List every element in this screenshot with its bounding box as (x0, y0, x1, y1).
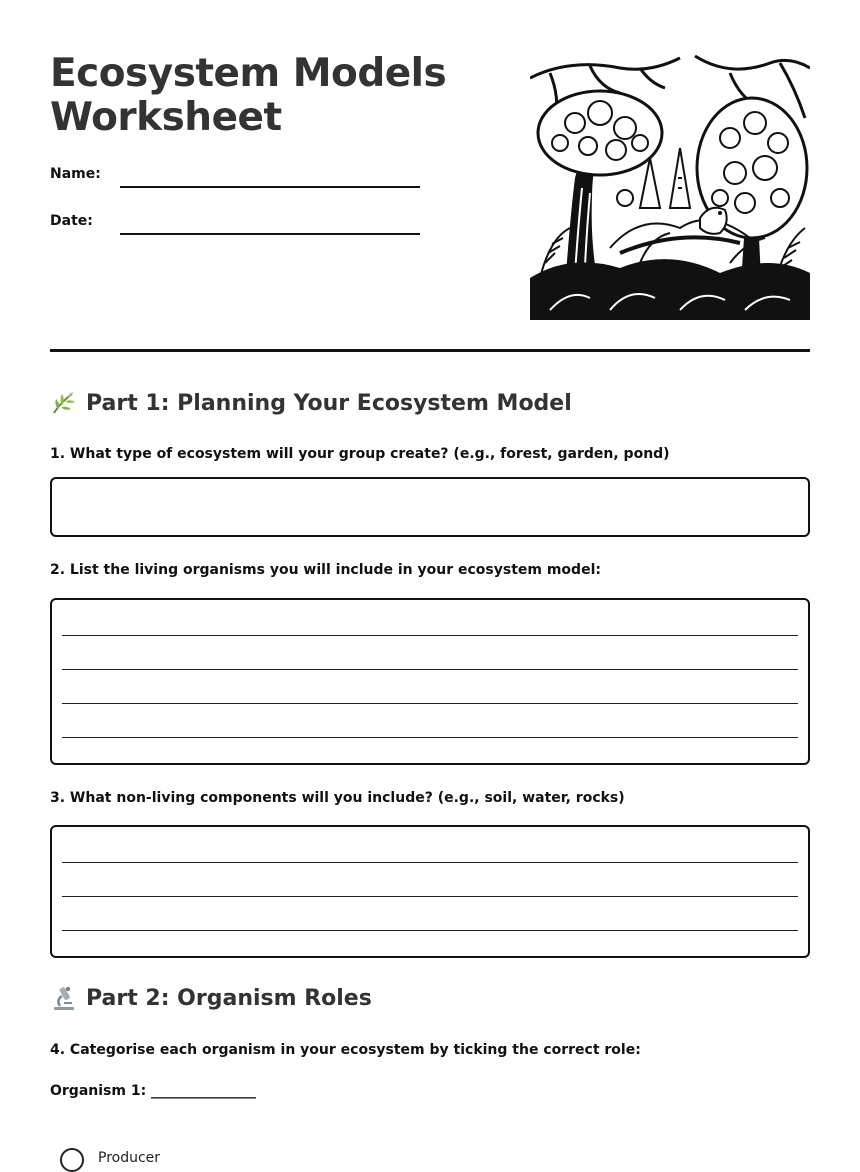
part1-title: Part 1: Planning Your Ecosystem Model (86, 390, 572, 416)
date-label: Date: (50, 213, 93, 229)
microscope-icon (50, 984, 78, 1012)
answer-line (62, 930, 798, 931)
name-label: Name: (50, 166, 101, 182)
answer-line (62, 896, 798, 897)
question-1: 1. What type of ecosystem will your group create? (e.g., forest, garden, pond) (50, 446, 670, 462)
answer-line (62, 703, 798, 704)
organism-1-label: Organism 1: _______________ (50, 1083, 257, 1099)
answer-box-2[interactable] (50, 598, 810, 765)
date-field[interactable] (120, 233, 420, 235)
answer-box-1[interactable] (50, 477, 810, 537)
name-field[interactable] (120, 186, 420, 188)
title-line-1: Ecosystem Models (50, 51, 447, 96)
part2-heading (50, 984, 372, 1012)
forest-illustration (530, 48, 810, 320)
leaf-icon (50, 389, 78, 417)
producer-label: Producer (98, 1150, 161, 1166)
question-2: 2. List the living organisms you will include in your ecosystem model: (50, 562, 601, 578)
answer-line (62, 669, 798, 670)
answer-box-3[interactable] (50, 825, 810, 958)
title-line-2: Worksheet (50, 95, 282, 140)
question-3: 3. What non-living components will you include? (e.g., soil, water, rocks) (50, 790, 625, 806)
part1-heading (50, 389, 572, 417)
part2-title: Part 2: Organism Roles (86, 985, 372, 1011)
producer-radio[interactable] (60, 1148, 84, 1172)
worksheet-title (50, 52, 490, 140)
question-4: 4. Categorise each organism in your ecosystem by ticking the correct role: (50, 1042, 641, 1058)
header-divider (50, 349, 810, 352)
answer-line (62, 635, 798, 636)
answer-line (62, 737, 798, 738)
answer-line (62, 862, 798, 863)
